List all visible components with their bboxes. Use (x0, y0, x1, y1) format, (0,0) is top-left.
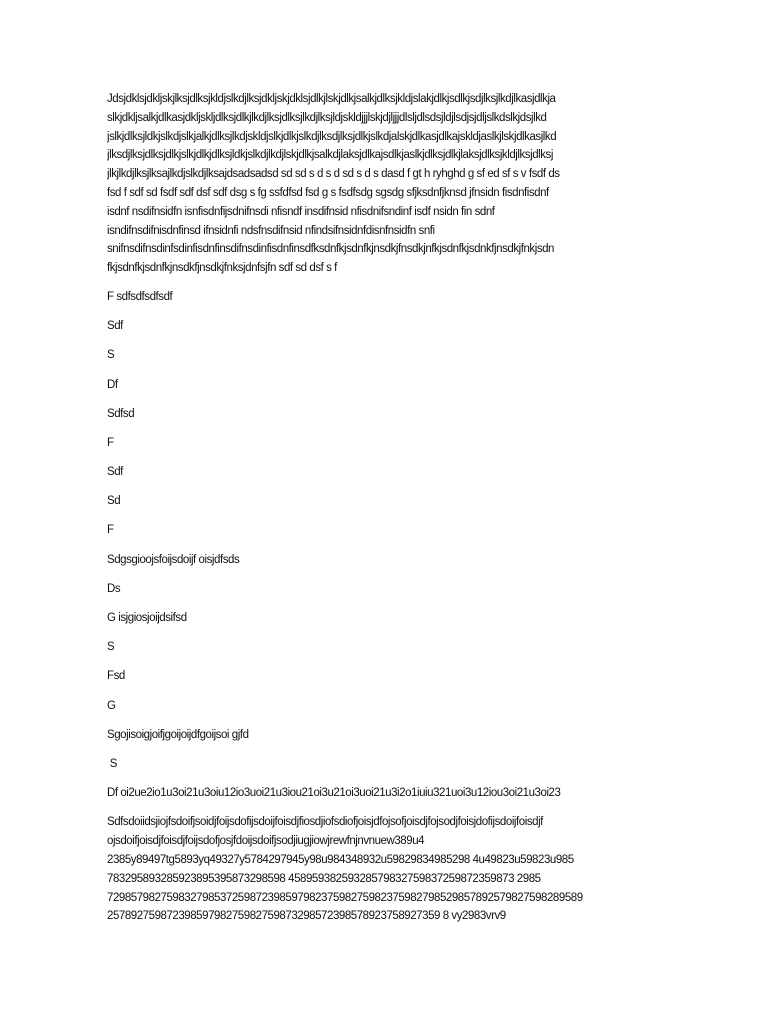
text-line: G isjgiosjoijdsifsd (107, 612, 187, 625)
paragraph-line: slkjdkljsalkjdlkasjdkljskljdlksjdlkjlkdjlksjdlksjlkdjlksjldjskldjjjlskjdjljjjdlsljdlsdsjldjlsdjsjdljslkdslkjdsjlkd (107, 111, 547, 124)
text-line: Sdf (107, 320, 123, 333)
paragraph-line: isndifnsdifnisdnfinsd ifnsidnfi ndsfnsdifnsid nfindsifnsidnfdisnfnsidfn snfi (107, 224, 435, 237)
paragraph-line: snifnsdifnsdinfsdinfisdnfinsdifnsdinfisdnfinsdfksdnfkjsdnfkjnsdkjfnsdkjnfkjsdnfkjsdnkfjnsdkjfnkjsdn (107, 243, 555, 256)
text-line: Ds (107, 582, 121, 595)
text-line: F (107, 436, 114, 449)
text-line: F sdfsdfsdfsdf (107, 290, 173, 303)
document-body (107, 90, 663, 926)
paragraph-line: Sdfsdoiidsjiojfsdoifjsoidjfoijsdofijsdoijfoisdjfiosdjiofsdiofjoisjdfojsofjoisdjfojsodjfoisjdofijsdoijfoisdjf (107, 816, 543, 829)
paragraph-line: jlkjlkdjlksjlksajlkdjslkdjlksajdsadsadsd sd sd s d s d sd s d s dasd f gt h ryhghd g sf ed sf s v fsdf ds (107, 168, 560, 181)
text-line: Sgojisoigjoifjgoijoijdfgoijsoi gjfd (107, 728, 249, 741)
text-line: Df oi2ue2io1u3oi21u3oiu12io3uoi21u3iou21oi3u21oi3uoi21u3i2o1iuiu321uoi3u12iou3oi21u3oi23 (107, 787, 561, 800)
text-line: S (107, 641, 115, 654)
paragraph-line: ojsdoifjoisdjfoisdjfoijsdofjosjfdoijsdoifjsodjiugjiowjrewfnjnvnuew389u4 (107, 835, 425, 848)
last-paragraph (107, 813, 663, 926)
paragraph-line: 2385y89497tg5893yq49327y5784297945y98u984348932u59829834985298 4u49823u59823u985 (107, 853, 574, 866)
text-line: G (107, 699, 116, 712)
paragraph-line: 783295893285923895395873298598 45895938259328579832759837259872359873 2985 (107, 872, 541, 885)
paragraph-line: fkjsdnfkjsdnfkjnsdkfjnsdkjfnksjdnfsjfn sdf sd dsf s f (107, 262, 337, 275)
text-line: Fsd (107, 670, 125, 683)
text-line: F (107, 524, 114, 537)
text-line: Sdfsd (107, 407, 135, 420)
paragraph-line: 25789275987239859798275982759873298572398578923758927359 8 vy2983vrv9 (107, 910, 506, 923)
text-line: Df (107, 378, 118, 391)
text-line: Sdgsgioojsfoijsdoijf oisjdfsds (107, 553, 240, 566)
paragraph-line: fsd f sdf sd fsdf sdf dsf sdf dsg s fg ssfdfsd fsd g s fsdfsdg sgsdg sfjksdnfjknsd jfnsidn fisdnfisdnf (107, 186, 549, 199)
paragraph-line: isdnf nsdifnsidfn isnfisdnfijsdnifnsdi nfisndf insdifnsid nfisdnifsndinf isdf nsidn fin sdnf (107, 205, 495, 218)
first-paragraph (107, 90, 663, 278)
text-line: Sd (107, 495, 121, 508)
text-line: S (107, 349, 115, 362)
text-line: S (107, 757, 117, 770)
paragraph-line: Jdsjdklsjdkljskjlksjdlksjkldjslkdjlksjdkljskjdklsjdlkjlskjdlkjsalkjdlksjkldjslakjdlkjsdlkjsdjlksjlkdjlkasjdlkja (107, 93, 556, 105)
paragraph-line: jlksdjlksjdlksjdlkjslkjdlkjdlksjldkjslkdjlkdjlskjdlkjsalkdjlaksjdlkajsdlkjaslkjdlksjdlkjlaksjdlksjkldjlksjdlksj (107, 149, 553, 162)
paragraph-line: 72985798275983279853725987239859798237598275982375982798529857892579827598289589 (107, 891, 583, 904)
paragraph-line: jslkjdlksjldkjslkdjslkjalkjdlksjlkdjskldjslkjdlkjslkdjlksdjlksjdlkjslkdjalskjdlkasjdlkajskldjaslkjlskjdlkasjlkd (107, 130, 557, 143)
text-line: Sdf (107, 466, 123, 479)
